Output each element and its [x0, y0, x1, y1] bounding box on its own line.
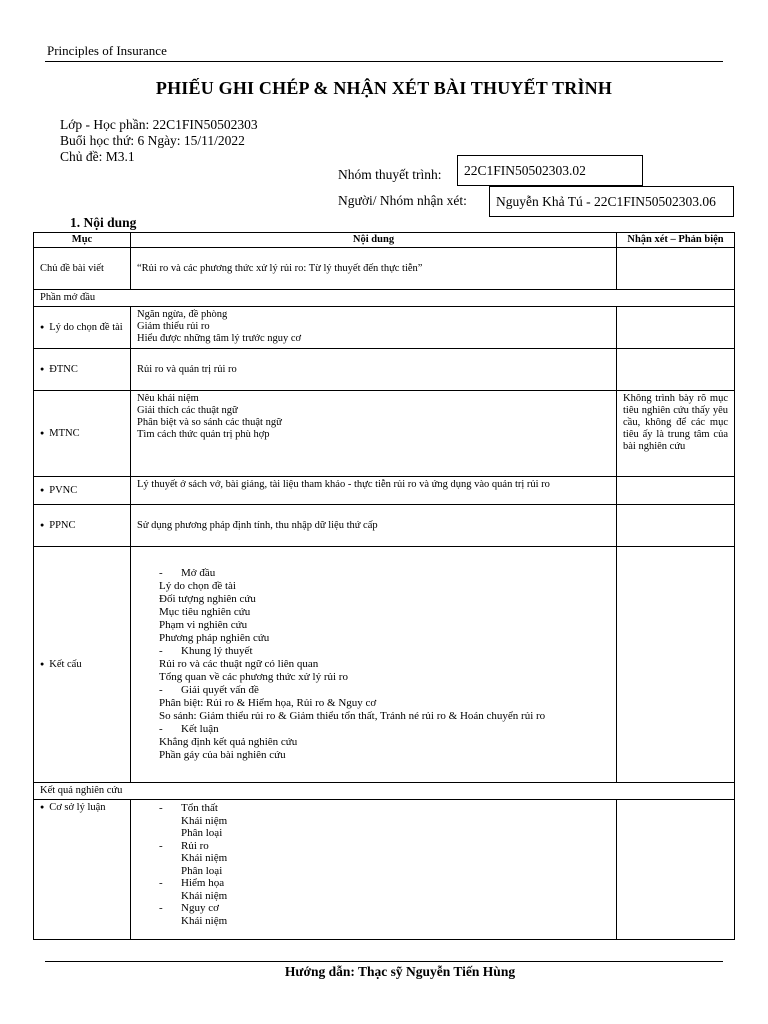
dash-marker: - [159, 567, 163, 579]
list-heading: - Tổn thất [159, 802, 218, 814]
list-heading: - Nguy cơ [159, 902, 219, 914]
list-item: Rủi ro và các thuật ngữ có liên quan [159, 658, 319, 670]
row-content-mtnc: Nêu khái niệm Giải thích các thuật ngữ Phân biệt và so sánh các thuật ngữ Tìm cách thức quản trị phù hợp [131, 391, 617, 477]
list-item: Lý do chọn đề tài [159, 580, 236, 592]
topic-label: Chủ đề bài viết [34, 248, 131, 290]
dash-marker: - [159, 839, 163, 852]
dash-marker: - [159, 802, 163, 814]
topic-content: “Rủi ro và các phương thức xử lý rủi ro: Từ lý thuyết đến thực tiễn” [131, 248, 617, 290]
row-content-structure [131, 547, 617, 783]
list-heading: - Khung lý thuyết [159, 645, 253, 657]
topic-line: Chủ đề: M3.1 [60, 149, 135, 164]
results-section-label: Kết quả nghiên cứu [34, 783, 735, 800]
meta-block [60, 117, 258, 165]
row-comment-ppnc [617, 505, 735, 547]
row-comment-structure [617, 547, 735, 783]
col-header-content: Nội dung [131, 233, 617, 248]
presenting-group-field: 22C1FIN50502303.02 [457, 155, 643, 186]
col-header-comment: Nhận xét – Phản biện [617, 233, 735, 248]
list-item: Tổng quan về các phương thức xử lý rủi ro [159, 671, 348, 683]
list-item: Phân biệt: Rủi ro & Hiểm họa, Rủi ro & Nguy cơ [159, 697, 377, 709]
row-content-theory [131, 800, 617, 940]
row-label-ppnc: ● PPNC [34, 505, 131, 547]
dash-marker: - [159, 877, 163, 889]
list-item: Khẳng định kết quả nghiên cứu [159, 736, 298, 748]
intro-section-label: Phần mở đầu [34, 290, 735, 307]
table-row [34, 349, 735, 391]
row-comment-reason [617, 307, 735, 349]
row-label-reason: ● Lý do chọn đề tài [34, 307, 131, 349]
reviewer-label: Người/ Nhóm nhận xét: [338, 193, 467, 208]
row-content-dtnc: Rủi ro và quản trị rủi ro [131, 349, 617, 391]
row-comment-mtnc: Không trình bày rõ mục tiêu nghiên cứu thấy yêu cầu, không để các mục tiêu ấy là trung tâm của bài nghiên cứu [617, 391, 735, 477]
bullet-icon [40, 428, 49, 439]
list-item: Khái niệm [181, 852, 228, 864]
list-heading: - Hiểm họa [159, 877, 225, 889]
footer-divider [45, 961, 723, 962]
table-row [34, 477, 735, 505]
bullet-icon [40, 802, 49, 813]
list-item: Khái niệm [181, 889, 228, 902]
document-title: PHIẾU GHI CHÉP & NHẬN XÉT BÀI THUYẾT TRÌNH [155, 78, 613, 98]
row-label-dtnc: ● ĐTNC [34, 349, 131, 391]
table-row [34, 800, 735, 940]
reviewer-field: Nguyễn Khả Tú - 22C1FIN50502303.06 [489, 186, 734, 217]
table-row [34, 505, 735, 547]
presenting-group-label: Nhóm thuyết trình: [338, 167, 442, 182]
list-item: Khái niệm [181, 814, 228, 827]
row-content-reason: Ngăn ngừa, đề phòng Giảm thiểu rủi ro Hiểu được những tâm lý trước nguy cơ [131, 307, 617, 349]
header-divider [45, 61, 723, 62]
dash-marker: - [159, 902, 163, 914]
row-comment-theory [617, 800, 735, 940]
table-header-row [34, 233, 735, 248]
list-item: Mục tiêu nghiên cứu [159, 606, 251, 618]
dash-marker: - [159, 684, 163, 696]
table-row [34, 248, 735, 290]
list-item: Khái niệm [181, 914, 228, 927]
list-item: Phân loại [181, 827, 223, 839]
table-row [34, 307, 735, 349]
row-comment-pvnc [617, 477, 735, 505]
bullet-icon [40, 485, 49, 496]
session-line: Buổi học thứ: 6 Ngày: 15/11/2022 [60, 133, 245, 148]
section-heading: 1. Nội dung [70, 215, 137, 230]
theory-list [159, 802, 610, 927]
course-header: Principles of Insurance [47, 43, 167, 58]
row-label-structure: ● Kết cấu [34, 547, 131, 783]
table-row [34, 547, 735, 783]
row-label-mtnc: ● MTNC [34, 391, 131, 477]
class-line: Lớp - Học phần: 22C1FIN50502303 [60, 117, 258, 132]
dash-marker: - [159, 723, 163, 735]
bullet-icon [40, 364, 49, 375]
row-content-pvnc: Lý thuyết ở sách vở, bài giảng, tài liệu tham khảo - thực tiễn rủi ro và ứng dụng vào quản trị rủi ro [131, 477, 617, 505]
list-heading: - Kết luận [159, 723, 219, 735]
topic-comment [617, 248, 735, 290]
list-heading: - Giải quyết vấn đề [159, 684, 259, 696]
list-item: Phần gáy của bài nghiên cứu [159, 749, 286, 761]
list-heading: - Rủi ro [159, 839, 209, 852]
list-item: Đối tượng nghiên cứu [159, 593, 256, 605]
dash-marker: - [159, 645, 163, 657]
list-item: So sánh: Giảm thiểu rủi ro & Giảm thiểu tổn thất, Tránh né rủi ro & Hoán chuyển rủi ro [159, 710, 546, 722]
row-label-pvnc: ● PVNC [34, 477, 131, 505]
list-item: Phạm vi nghiên cứu [159, 619, 248, 631]
row-comment-dtnc [617, 349, 735, 391]
col-header-item: Mục [34, 233, 131, 248]
review-table [33, 232, 735, 940]
bullet-icon [40, 520, 49, 531]
footer-instructor: Hướng dẫn: Thạc sỹ Nguyễn Tiến Hùng [284, 964, 516, 979]
row-content-ppnc: Sử dụng phương pháp định tính, thu nhập dữ liệu thứ cấp [131, 505, 617, 547]
structure-list [159, 567, 606, 762]
bullet-icon [40, 322, 49, 333]
list-heading: - Mở đầu [159, 567, 216, 579]
section-row [34, 783, 735, 800]
list-item: Phương pháp nghiên cứu [159, 632, 270, 644]
bullet-icon [40, 659, 49, 670]
row-label-theory: ● Cơ sở lý luận [34, 800, 131, 940]
table-row [34, 391, 735, 477]
list-item: Phân loại [181, 864, 223, 877]
section-row [34, 290, 735, 307]
